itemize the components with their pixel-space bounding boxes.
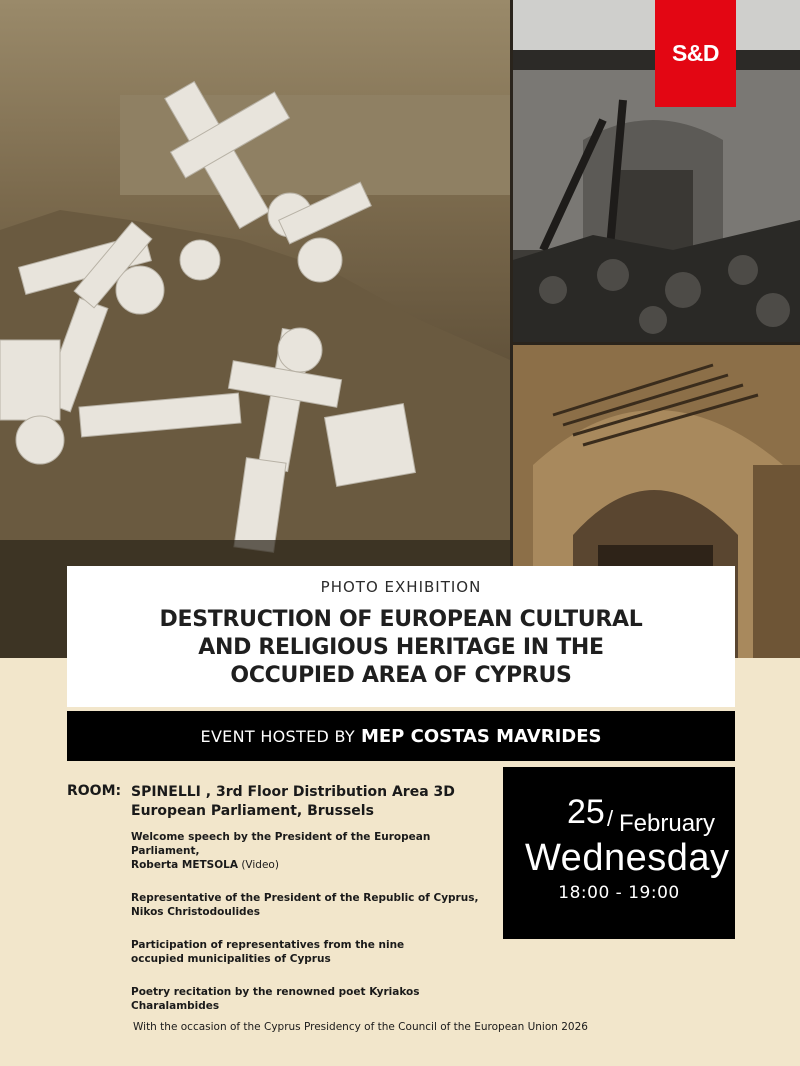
event-time: 18:00 - 19:00 bbox=[558, 883, 680, 903]
title-panel bbox=[67, 566, 735, 707]
host-lead: EVENT HOSTED BY bbox=[200, 726, 355, 746]
event-month: February bbox=[619, 810, 716, 837]
room-label: ROOM: bbox=[67, 783, 122, 799]
program-list bbox=[131, 830, 491, 1032]
title-line: AND RELIGIOUS HERITAGE IN THE bbox=[198, 635, 604, 660]
program-line: Poetry recitation by the renowned poet Kyriakos bbox=[131, 986, 420, 998]
program-line: Charalambides bbox=[131, 1000, 220, 1012]
program-line: Roberta METSOLA bbox=[131, 859, 238, 871]
title-line: OCCUPIED AREA OF CYPRUS bbox=[230, 663, 572, 688]
exhibition-kicker: PHOTO EXHIBITION bbox=[320, 578, 482, 596]
room-location bbox=[131, 783, 455, 821]
date-slash: / bbox=[607, 806, 614, 831]
date-panel bbox=[503, 767, 735, 939]
photo-broken-crosses bbox=[0, 0, 510, 658]
program-line: Welcome speech by the President of the European Parliament, bbox=[131, 831, 431, 857]
host-banner bbox=[67, 711, 735, 761]
room-line: European Parliament, Brussels bbox=[131, 803, 374, 819]
exhibition-title bbox=[91, 606, 711, 690]
program-item bbox=[131, 891, 491, 919]
footer-note: With the occasion of the Cyprus Presidency of the Council of the European Union 2026 bbox=[133, 1021, 588, 1033]
host-name: MEP COSTAS MAVRIDES bbox=[360, 725, 602, 747]
program-note: (Video) bbox=[241, 859, 279, 871]
program-line: Nikos Christodoulides bbox=[131, 906, 260, 918]
program-item bbox=[131, 985, 491, 1013]
sd-logo: S&D bbox=[655, 0, 736, 107]
title-line: DESTRUCTION OF EUROPEAN CULTURAL bbox=[159, 607, 643, 632]
program-line: Participation of representatives from the nine bbox=[131, 939, 405, 951]
program-line: occupied municipalities of Cyprus bbox=[131, 953, 331, 965]
room-line: SPINELLI , 3rd Floor Distribution Area 3D bbox=[131, 784, 455, 800]
program-item bbox=[131, 830, 491, 872]
program-line: Representative of the President of the Republic of Cyprus, bbox=[131, 892, 479, 904]
event-weekday: Wednesday bbox=[525, 837, 730, 879]
event-day: 25 bbox=[567, 793, 605, 831]
program-item bbox=[131, 938, 491, 966]
